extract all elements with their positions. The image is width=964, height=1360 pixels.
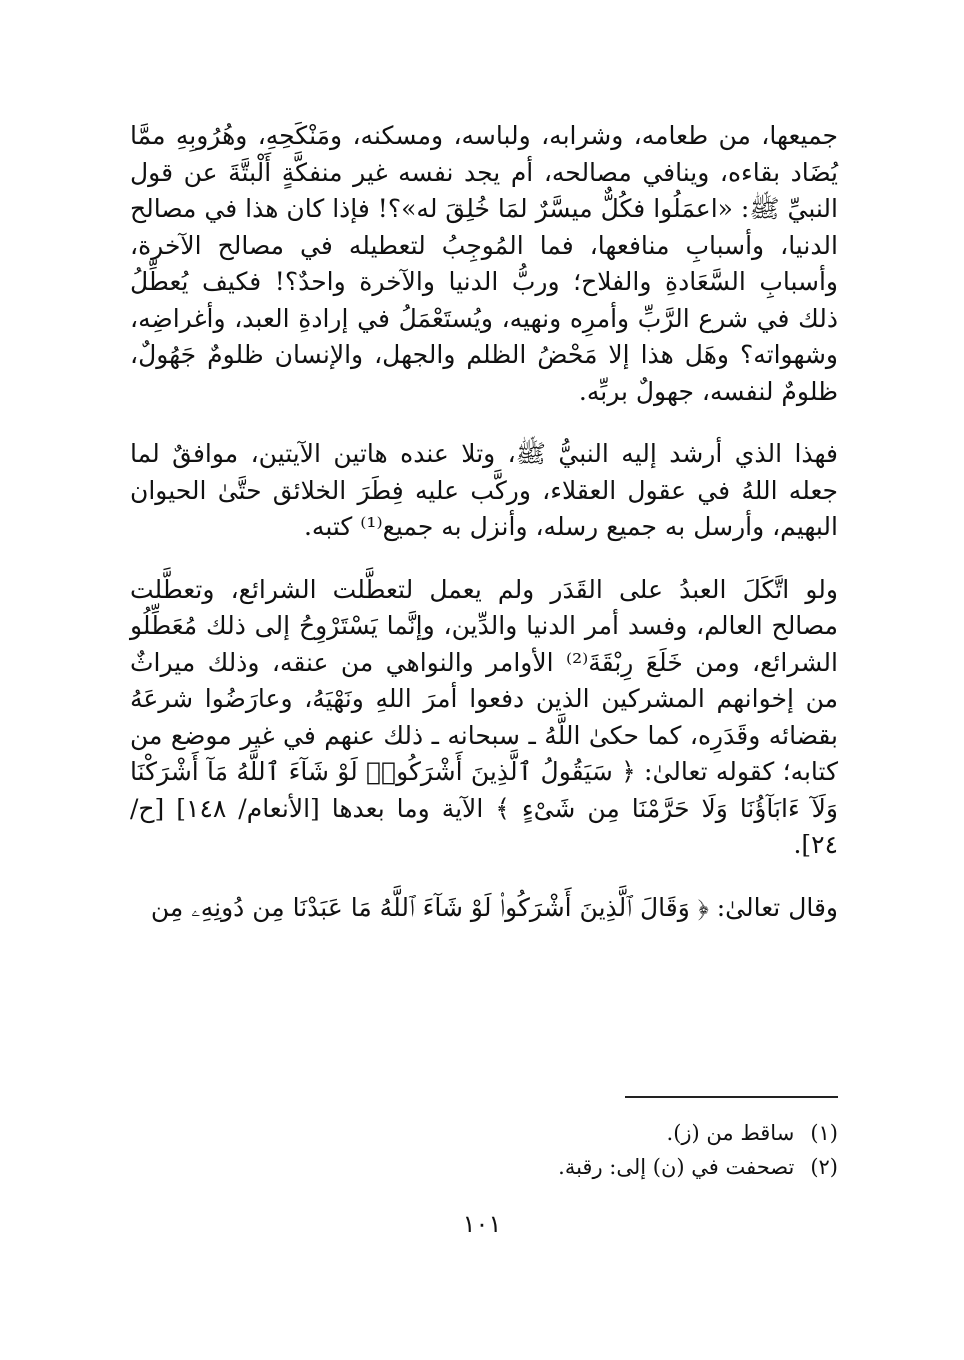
footnote-number: (١): [810, 1121, 838, 1145]
footnote-1: [130, 1116, 838, 1150]
page-number: ١٠١: [462, 1210, 502, 1238]
footnotes: [130, 1096, 838, 1184]
footnote-divider: [625, 1096, 838, 1098]
paragraph-3: ولو اتَّكَلَ العبدُ على القَدَر ولم يعمل لتعطَّلت الشرائع، وتعطَّلت مصالح العالم، وفسد أمر الدنيا والدِّين، وإنَّما يَسْتَرْوِحُ إلى ذلك مُعَطِّلُو الشرائع، ومن خَلَعَ رِبْقَةَ⁽²⁾ الأوامر والنواهي من عنقه، وذلك ميراثٌ من إخوانهم المشركين الذين دفعوا أمرَ اللهِ ونَهْيَهُ، وعارَضُوا شرعَهُ بقضائه وقَدَرِه، كما حكىٰ اللَّهُ ـ سبحانه ـ ذلك عنهم في غير موضع من كتابه؛ كقوله تعالىٰ: ﴿ سَيَقُولُ ٱلَّذِينَ أَشْرَكُوا۟ لَوْ شَآءَ ٱللَّهُ مَآ أَشْرَكْنَا وَلَآ ءَابَآؤُنَا وَلَا حَرَّمْنَا مِن شَىْءٍ ﴾ الآية وما بعدها [الأنعام/ ١٤٨] [ح/ ٢٤].: [130, 574, 838, 859]
footnote-text: ساقط من (ز).: [666, 1121, 795, 1145]
paragraph-4: وقال تعالىٰ: ﴿ وَقَالَ ٱلَّذِينَ أَشْرَكُوا۟ لَوْ شَآءَ ٱللَّهُ مَا عَبَدْنَا مِن دُونِهِۦ مِن: [150, 892, 838, 922]
footnote-2: [130, 1150, 838, 1184]
main-text: [130, 118, 838, 926]
paragraph-1: جميعها، من طعامه، وشرابه، ولباسه، ومسكنه، ومَنْكَحِهِ، وهُرُوبِهِ ممَّا يُضَاد بقاءه، وينافي مصالحه، أم يجد نفسه غير منفكَّةٍ أَلْبتَّةَ عن قول النبيِّ ﷺ: «اعمَلُوا فكُلٌّ ميسَّرٌ لمَا خُلِقَ له»؟! فإذا كان هذا في مصالح الدنيا، وأسبابِ منافعها، فما المُوجِبُ لتعطيله في مصالح الآخرة، وأسبابِ السَّعَادةِ والفلاح؛ وربُّ الدنيا والآخرة واحدٌ؟! فكيف يُعطِّلُ ذلك في شرع الرَّبِّ وأمرِه ونهيه، ويُستَعْمَلُ في إرادةِ العبد، وأغراضِه، وشهواته؟ وهَل هذا إلا مَحْضُ الظلم والجهل، والإنسان ظلومٌ جَهُولٌ، ظلومٌ لنفسه، جهولٌ بربِّه.: [130, 121, 838, 406]
footnote-text: تصحفت في (ن) إلى: رقبة.: [558, 1155, 795, 1179]
paragraph-2: فهذا الذي أرشد إليه النبيُّ ﷺ، وتلا عنده هاتين الآيتين، موافقٌ لما جعله اللهُ في عقول العقلاء، وركَّب عليه فِطَرَ الخلائق حتَّىٰ الحيوان البهيم، وأرسل به جميع رسله، وأنزل به جميع⁽¹⁾ كتبه.: [130, 439, 838, 541]
footnote-number: (٢): [810, 1155, 838, 1179]
